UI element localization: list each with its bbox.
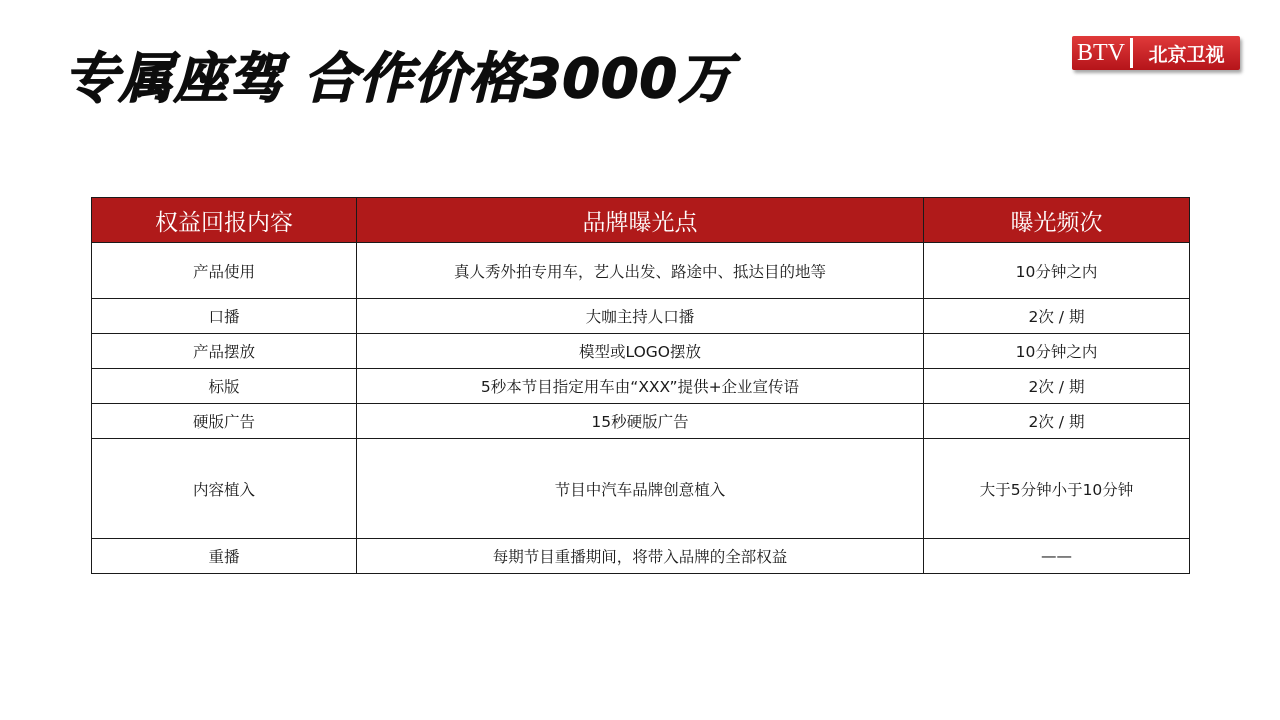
cell-exposure: 节目中汽车品牌创意植入 [357,439,924,539]
cell-rights: 硬版广告 [92,404,357,439]
table-header-row [92,198,1190,243]
cell-exposure: 每期节目重播期间，将带入品牌的全部权益 [357,539,924,574]
cell-exposure: 5秒本节目指定用车由“XXX”提供+企业宣传语 [357,369,924,404]
cell-frequency: 大于5分钟小于10分钟 [924,439,1190,539]
rights-table [91,197,1190,574]
page-title: 专属座驾 合作价格3000万 [64,47,734,110]
cell-rights: 产品使用 [92,243,357,299]
header-rights-content: 权益回报内容 [92,198,357,243]
table-row [92,404,1190,439]
cell-frequency: 2次 / 期 [924,404,1190,439]
cell-frequency: —— [924,539,1190,574]
cell-frequency: 2次 / 期 [924,369,1190,404]
cell-rights: 口播 [92,299,357,334]
cell-exposure: 模型或LOGO摆放 [357,334,924,369]
header-exposure-point: 品牌曝光点 [357,198,924,243]
table-row [92,243,1190,299]
cell-frequency: 10分钟之内 [924,334,1190,369]
table-row [92,539,1190,574]
header-exposure-frequency: 曝光频次 [924,198,1190,243]
cell-rights: 标版 [92,369,357,404]
table-row [92,334,1190,369]
btv-logo [1072,36,1240,70]
table-row [92,299,1190,334]
cell-rights: 重播 [92,539,357,574]
cell-frequency: 2次 / 期 [924,299,1190,334]
cell-rights: 产品摆放 [92,334,357,369]
logo-channel-name: 北京卫视 [1148,43,1225,66]
cell-rights: 内容植入 [92,439,357,539]
cell-frequency: 10分钟之内 [924,243,1190,299]
cell-exposure: 大咖主持人口播 [357,299,924,334]
cell-exposure: 15秒硬版广告 [357,404,924,439]
cell-exposure: 真人秀外拍专用车，艺人出发、路途中、抵达目的地等 [357,243,924,299]
table-row [92,439,1190,539]
logo-btv-text: BTV [1077,39,1125,66]
table-row [92,369,1190,404]
